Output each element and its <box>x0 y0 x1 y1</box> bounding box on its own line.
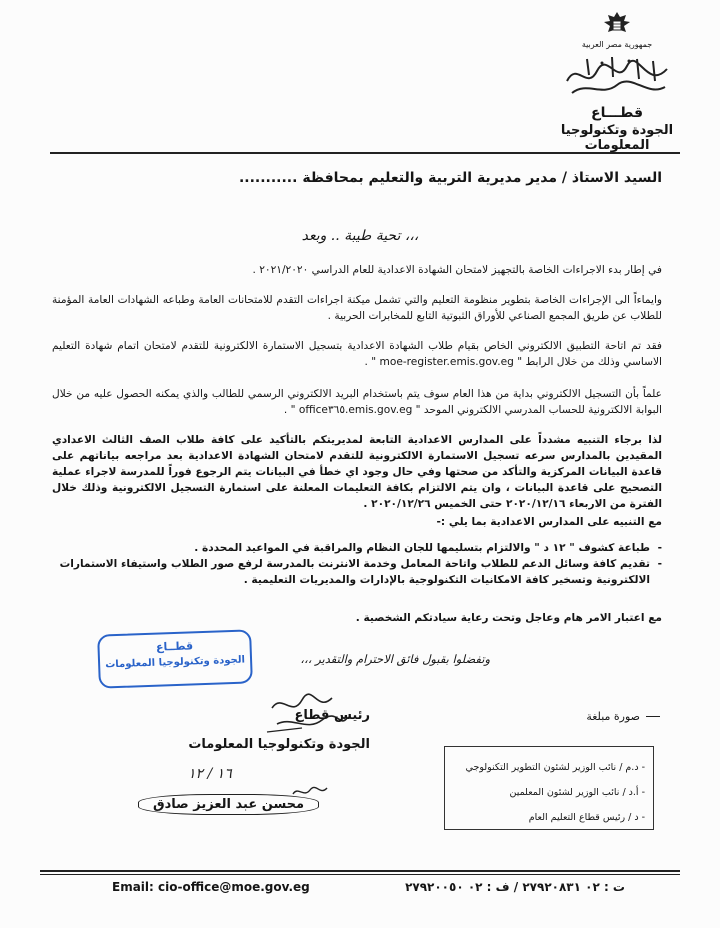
sector-stamp <box>97 629 253 688</box>
handwritten-date: ١٦ / ١٢ <box>188 766 232 782</box>
signature-block <box>150 708 370 752</box>
copy-dash <box>646 716 660 717</box>
paragraph-4: علماً بأن التسجيل الالكتروني بداية من هذا العام سوف يتم باستخدام البريد الالكتروني الرسمي للطالب والذي يمكنه الحصول عليه من خلال البوابة الالكترونية للحساب المدرسي الالكتروني الموحد " office٣٦٥.emis.gov.eg " . <box>52 388 662 416</box>
recipients-box <box>444 746 654 830</box>
register-link: moe-register.emis.gov.eg <box>379 356 514 368</box>
recipient-item: - د.م / نائب الوزير لشئون التطوير التكنولوجي <box>465 762 645 773</box>
copy-label: صورة مبلغة <box>586 710 640 723</box>
list-item: - تقديم كافة وسائل الدعم للطلاب واتاحة المعامل وخدمة الانترنت بالمدرسة لرفع صور الطلاب واستيفاء الاستمارات الالكترونية وتسخير كافة الامكانيات التكنولوجية بالإدارات والمديريات التعليمية . <box>42 556 662 588</box>
stamp-line-1: قطــاع <box>155 639 194 654</box>
paragraph-5: لذا برجاء التنبيه مشدداً على المدارس الاعدادية التابعة لمديريتكم بالتأكيد على كافة طلاب الصف الثالث الاعدادي المقيدين بالمدارس سرعه تسجيل الاستمارة الالكترونية للتقدم لامتحان الشهادة الاعدادية بعد مراجعه بياناتهم على قاعدة البيانات المركزية والتأكد من صحتها وفي حال وجود اي خطأ في البيانات يتم الرجوع فوراً للمدرسة لاجراء عملية التصحيح على قاعدة البيانات ، وان يتم الالتزام بكافة التعليمات المعلنة على استمارة التسجيل الالكترونية وذلك خلال الفترة من الاربعاء ٢٠٢٠/١٢/١٦ حتى الخميس ٢٠٢٠/١٢/٢٦ . <box>52 434 662 510</box>
greeting: تحية طيبة .. وبعد ،،، <box>301 228 419 244</box>
recipient-item: - أ.د / نائب الوزير لشئون المعلمين <box>509 787 645 798</box>
header-divider <box>50 152 680 154</box>
recipient-item: - د / رئيس قطاع التعليم العام <box>528 812 645 823</box>
paragraph-3-text: فقد تم اتاحة التطبيق الالكتروني الخاص بقيام طلاب الشهادة الاعدادية بتسجيل الاستمارة الالكترونية للتقدم لامتحان اتمام شهادة التعليم الاساسي وذلك من خلال الرابط <box>52 340 662 368</box>
letterhead <box>542 10 692 153</box>
footer-divider <box>40 870 680 872</box>
eagle-emblem-icon <box>599 10 635 38</box>
paragraph-1: في إطار بدء الاجراءات الخاصة بالتجهيز لامتحان الشهادة الاعدادية للعام الدراسي ٢٠٢١/٢٠٢٠ . <box>252 264 662 276</box>
addressee-line: السيد الاستاذ / مدير مديرية التربية والتعليم بمحافظة ........... <box>238 170 662 186</box>
paragraph-3: فقد تم اتاحة التطبيق الالكتروني الخاص بقيام طلاب الشهادة الاعدادية بتسجيل الاستمارة الالكترونية للتقدم لامتحان اتمام شهادة التعليم الاساسي وذلك من خلال الرابط " moe-register.emis.gov.eg " . <box>52 340 662 368</box>
stamp-line-2: الجودة وتكنولوجيا المعلومات <box>105 654 246 671</box>
paragraph-6: مع التنبيه على المدارس الاعدادية بما يلي :- <box>436 516 662 528</box>
footer-divider-thin <box>40 874 680 875</box>
signatory-name: محسن عبد العزيز صادق <box>138 794 319 815</box>
footer-email: Email: cio-office@moe.gov.eg <box>112 880 310 894</box>
footer-phone: ت : ٠٢ ٢٧٩٢٠٨٣١ / ف : ٠٢ ٢٧٩٢٠٠٥٠ <box>405 880 625 894</box>
signatory-sector: الجودة وتكنولوجيا المعلومات <box>188 737 370 752</box>
office365-link: office٣٦٥.emis.gov.eg <box>298 404 413 416</box>
list-item: - طباعة كشوف " ١٢ د " والالتزام بتسليمها للجان النظام والمراقبة في المواعيد المحددة . <box>42 540 662 556</box>
sector-label: قطـــاع <box>591 105 643 121</box>
paragraph-4-text: علماً بأن التسجيل الالكتروني بداية من هذا العام سوف يتم باستخدام البريد الالكتروني الرسمي للطالب والذي يمكنه الحصول عليه من خلال البوابة الالكترونية للحساب المدرسي الالكتروني الموحد <box>52 388 662 416</box>
paragraph-2: وايماءاً الى الإجراءات الخاصة بتطوير منظومة التعليم والتي تشمل ميكنة اجراءات التقدم للامتحانات العامة وطباعه الشهادات العامة المؤمنة للطلاب عن طريق المجمع الصناعي للأوراق الثبوتية التابع للمخابرات الحربية . <box>52 294 662 322</box>
sector-name: الجودة وتكنولوجيا المعلومات <box>560 123 674 153</box>
ministry-calligraphy-logo <box>557 51 677 101</box>
country-name: جمهورية مصر العربية <box>581 40 653 49</box>
closing-paragraph: مع اعتبار الامر هام وعاجل وتحت رعاية سيادتكم الشخصية . <box>355 612 662 624</box>
closing-salutation: وتفضلوا بقبول فائق الاحترام والتقدير ،،، <box>300 652 490 666</box>
signatory-title: رئيس قطاع <box>294 708 370 723</box>
instructions-list <box>42 540 662 588</box>
